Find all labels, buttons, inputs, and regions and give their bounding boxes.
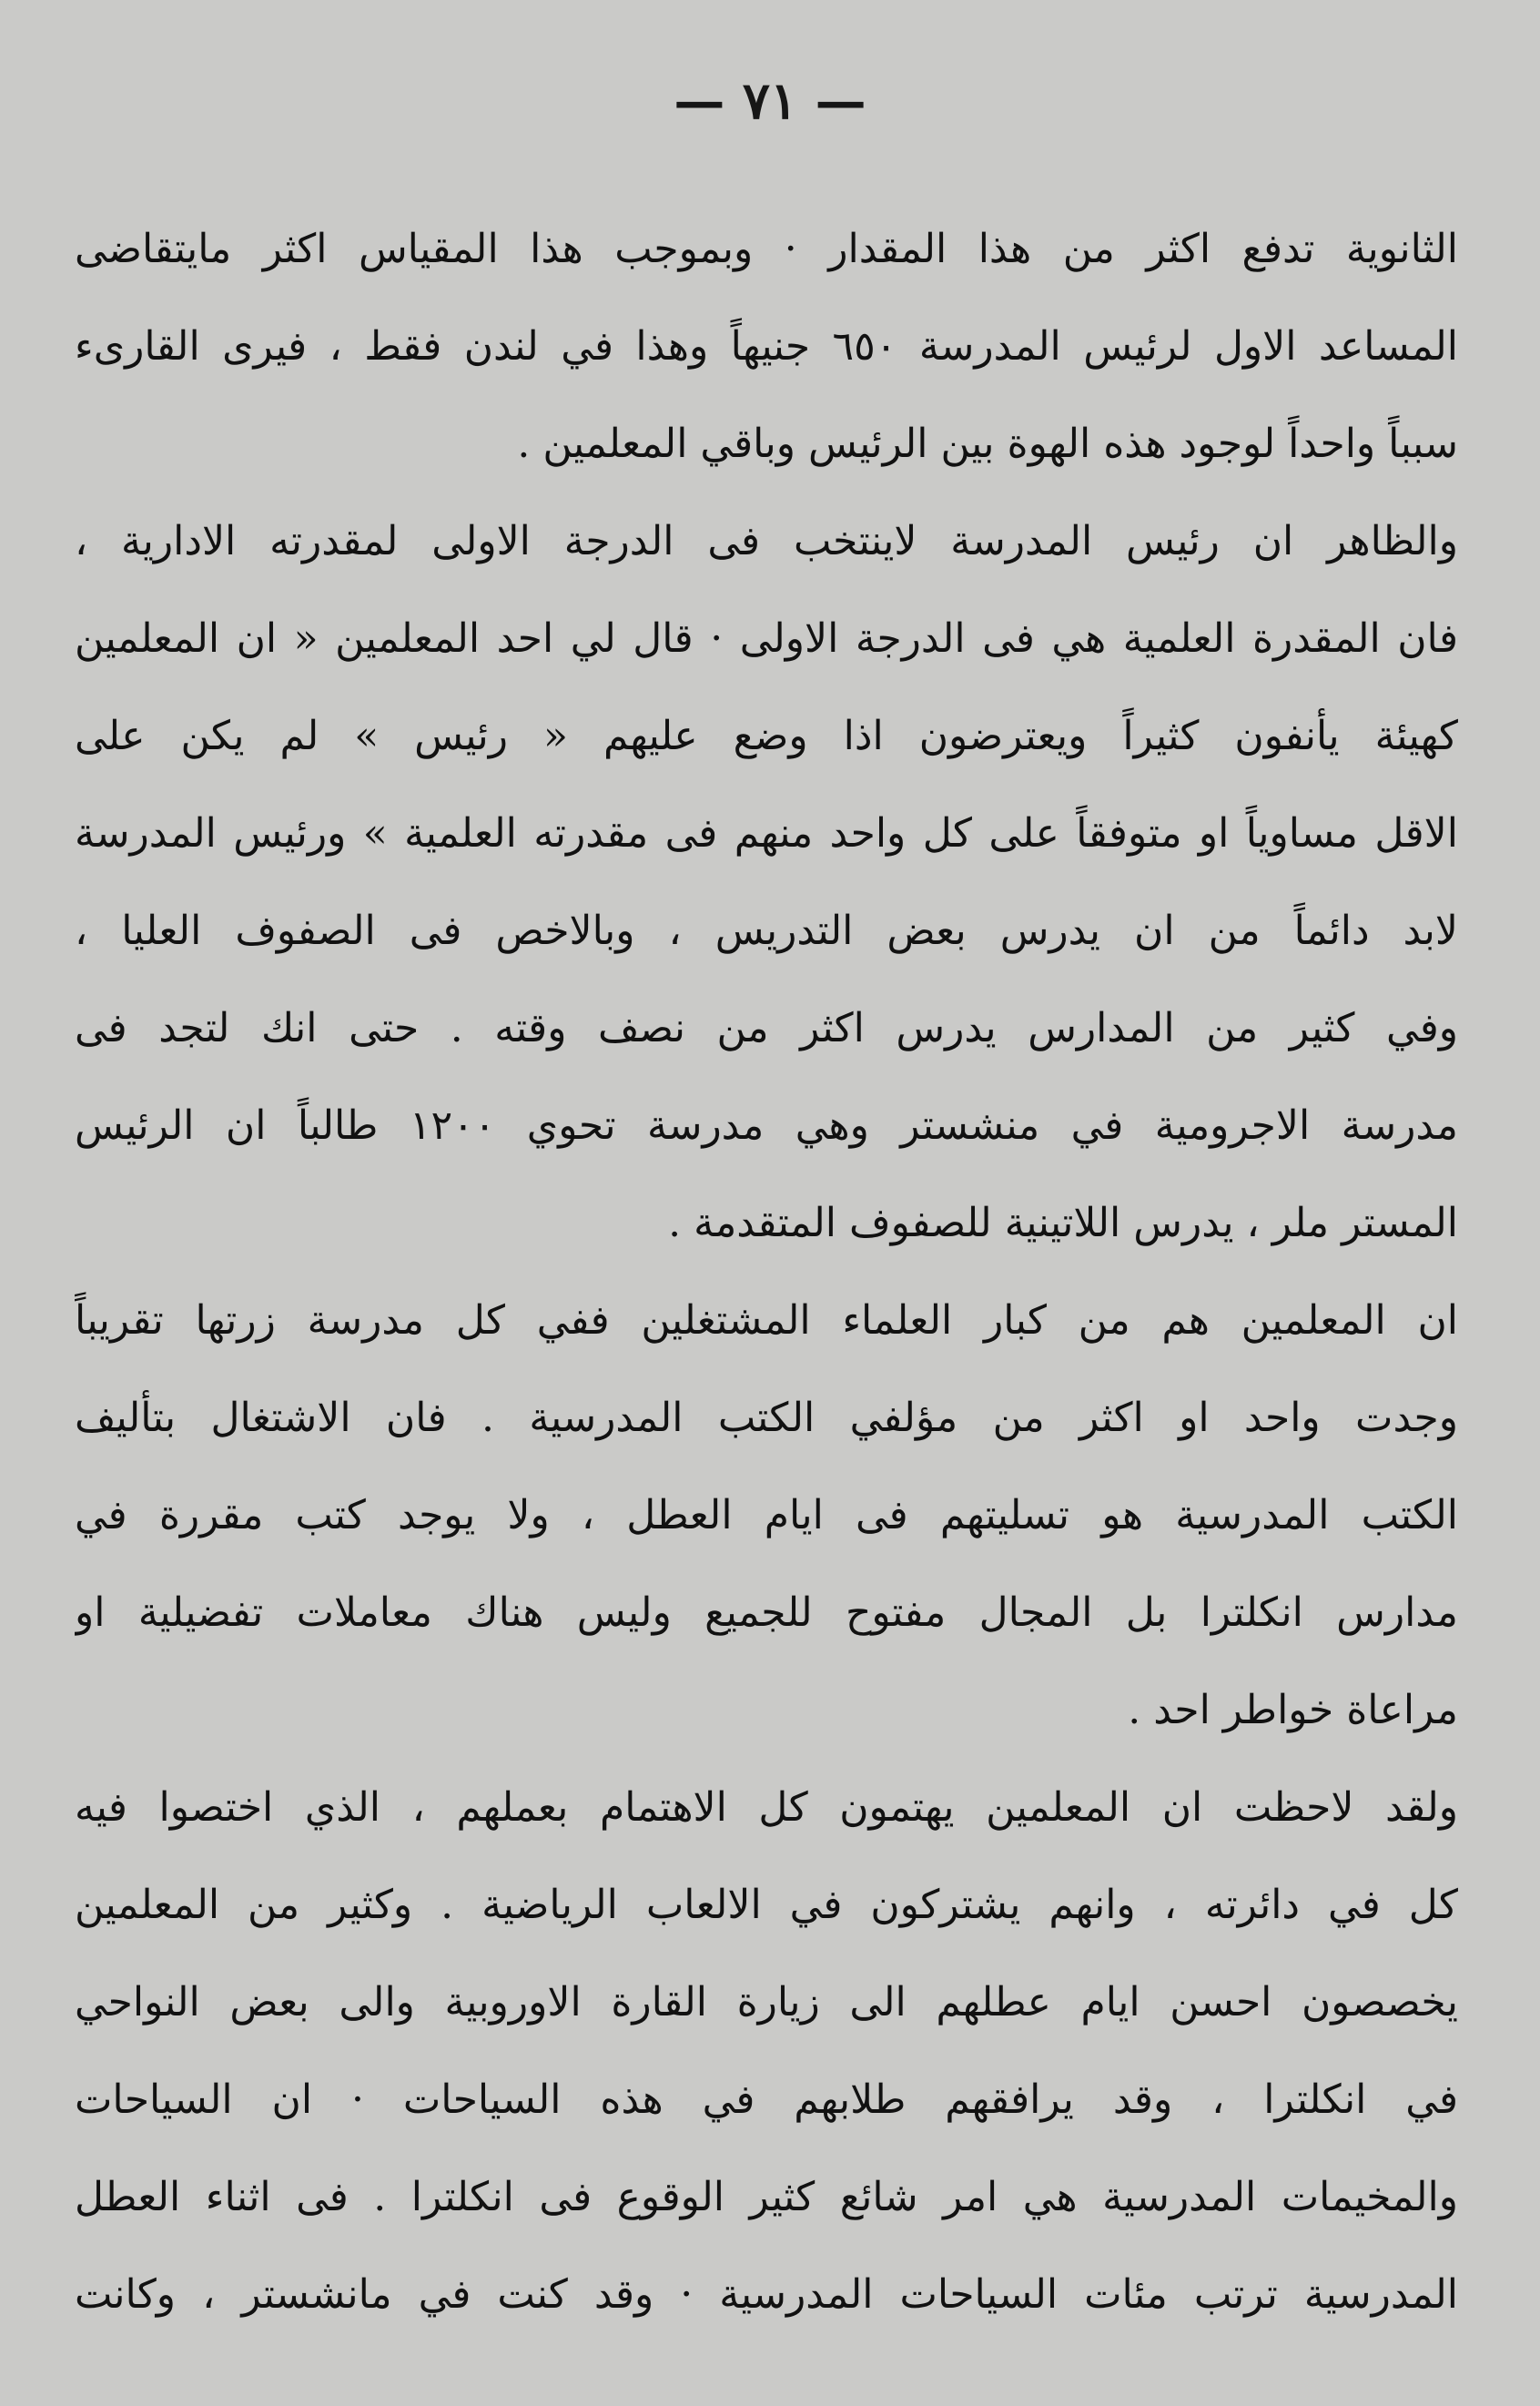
text-line: والمخيمات المدرسية هي امر شائع كثير الوقوع فى انكلترا . فى اثناء العطل xyxy=(75,2174,1458,2220)
text-line: سبباً واحداً لوجود هذه الهوة بين الرئيس وباقي المعلمين . xyxy=(517,421,1458,467)
paragraph xyxy=(75,200,1458,492)
text-line: يخصصون احسن ايام عطلهم الى زيارة القارة الاوروبية والى بعض النواحي xyxy=(75,1979,1458,2025)
text-line: كهيئة يأنفون كثيراً ويعترضون اذا وضع عليهم « رئيس » لم يكن على xyxy=(75,713,1458,759)
text-line: المساعد الاول لرئيس المدرسة ٦٥٠ جنيهاً وهذا في لندن فقط ، فيرى القارىء xyxy=(75,323,1458,370)
page-number: — ٧١ — xyxy=(674,71,866,131)
paragraph xyxy=(75,1272,1458,1759)
paragraph xyxy=(75,1759,1458,2343)
text-line: لابد دائماً من ان يدرس بعض التدريس ، وبالاخص فى الصفوف العليا ، xyxy=(75,908,1458,954)
text-line: وفي كثير من المدارس يدرس اكثر من نصف وقته . حتى انك لتجد فى xyxy=(75,1005,1458,1051)
text-line: وجدت واحد او اكثر من مؤلفي الكتب المدرسية . فان الاشتغال بتأليف xyxy=(75,1395,1458,1441)
text-line: الكتب المدرسية هو تسليتهم فى ايام العطل ، ولا يوجد كتب مقررة في xyxy=(75,1492,1458,1538)
text-line: مراعاة خواطر احد . xyxy=(1128,1687,1458,1733)
paragraph xyxy=(75,492,1458,1272)
text-line: مدارس انكلترا بل المجال مفتوح للجميع وليس هناك معاملات تفضيلية او xyxy=(75,1589,1458,1636)
text-line: ان المعلمين هم من كبار العلماء المشتغلين ففي كل مدرسة زرتها تقريباً xyxy=(75,1297,1458,1344)
text-line: الاقل مساوياً او متوفقاً على كل واحد منهم فى مقدرته العلمية » ورئيس المدرسة xyxy=(75,810,1458,857)
text-line: المدرسية ترتب مئات السياحات المدرسية · وقد كنت في مانشستر ، وكانت xyxy=(75,2271,1458,2318)
body-text xyxy=(75,200,1458,2343)
text-line: المستر ملر ، يدرس اللاتينية للصفوف المتقدمة . xyxy=(668,1200,1458,1246)
text-line: فان المقدرة العلمية هي فى الدرجة الاولى · قال لي احد المعلمين « ان المعلمين xyxy=(75,615,1458,662)
text-line: كل في دائرته ، وانهم يشتركون في الالعاب الرياضية . وكثير من المعلمين xyxy=(75,1882,1458,1928)
text-line: ولقد لاحظت ان المعلمين يهتمون كل الاهتمام بعملهم ، الذي اختصوا فيه xyxy=(75,1784,1458,1831)
text-line: في انكلترا ، وقد يرافقهم طلابهم في هذه السياحات · ان السياحات xyxy=(75,2076,1458,2123)
text-line: مدرسة الاجرومية في منشستر وهي مدرسة تحوي ١٢٠٠ طالباً ان الرئيس xyxy=(75,1102,1458,1149)
text-line: والظاهر ان رئيس المدرسة لاينتخب فى الدرجة الاولى لمقدرته الادارية ، xyxy=(75,518,1458,564)
text-line: الثانوية تدفع اكثر من هذا المقدار · وبموجب هذا المقياس اكثر مايتقاضى xyxy=(75,226,1458,272)
